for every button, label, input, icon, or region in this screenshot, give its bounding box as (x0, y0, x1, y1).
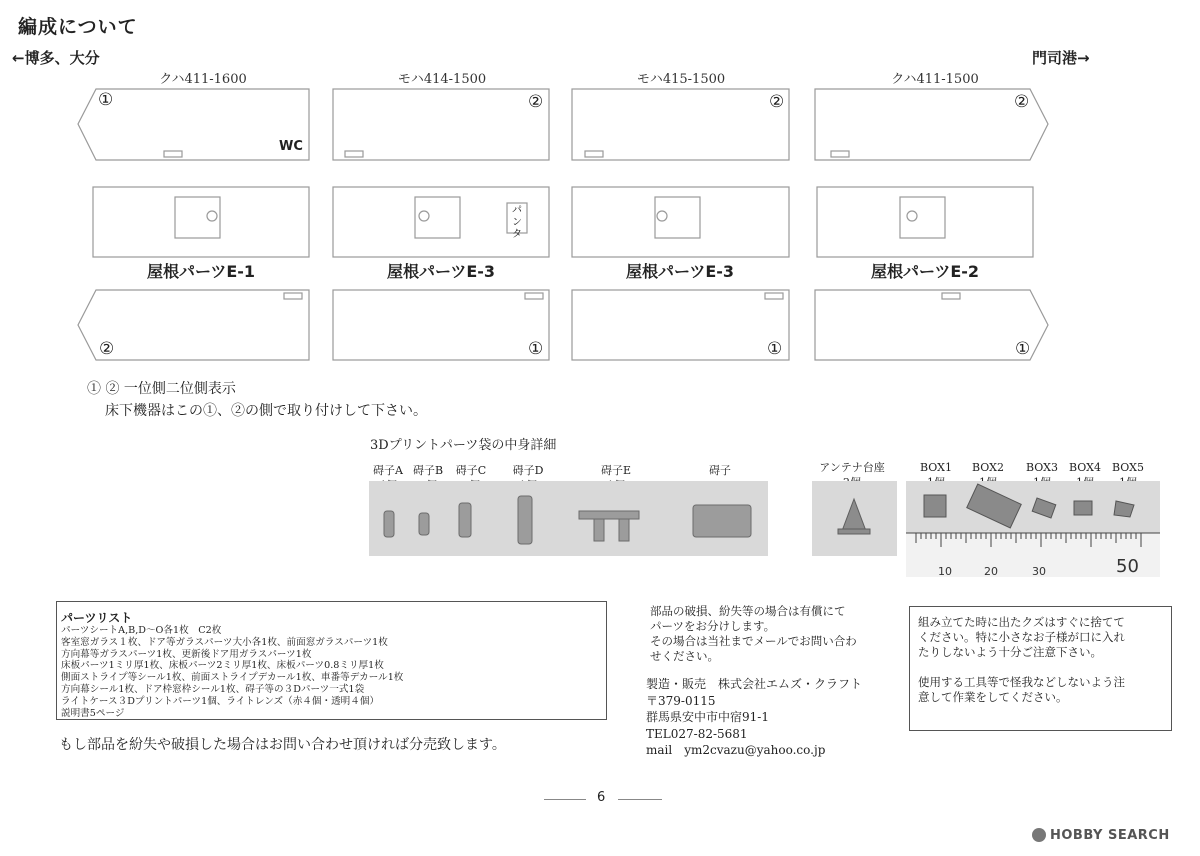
parts-list-line: ライトケース３Dプリントパーツ1個、ライトレンズ（赤４個・透明４個） (61, 695, 380, 707)
box5-label: BOX5 (1112, 461, 1144, 474)
car-2-side-top (333, 89, 549, 160)
ruler-label-20: 20 (984, 565, 998, 578)
hobby-search-watermark: HOBBY SEARCH (1050, 828, 1170, 843)
direction-left: ←博多、大分 (12, 49, 100, 67)
car-name-2: モハ414-1500 (397, 72, 487, 87)
maker-postal: 〒379-0115 (646, 693, 716, 708)
ruler-label-50: 50 (1116, 556, 1139, 577)
parts-list-line: 説明書5ページ (61, 707, 125, 719)
maker-company: 製造・販売 株式会社エムズ・クラフト (646, 677, 863, 691)
ruler-label-10: 10 (938, 565, 952, 578)
roof-part-1: 屋根パーツE-1 (146, 262, 256, 281)
parts-list-line: パーツシートA,B,D～O各1枚 C2枚 (61, 625, 222, 636)
parts-list-line: 方向幕等ガラスパーツ1枚、更新後ドア用ガラスパーツ1枚 (61, 648, 312, 660)
car-2-side-bottom (333, 290, 549, 360)
car-4-bottom-position: ① (1015, 339, 1031, 359)
panta-label: パンタ (512, 205, 522, 240)
car-3-side-top (572, 89, 789, 160)
car-name-4: クハ411-1500 (891, 72, 979, 87)
car-3-top-position: ② (769, 92, 785, 112)
part-label-e: 碍子E (600, 464, 632, 477)
part-label-c: 碍子C (455, 464, 487, 477)
parts-list-items (61, 625, 403, 719)
roof-part-4: 屋根パーツE-2 (870, 262, 980, 281)
caution-box (909, 606, 1172, 731)
print-parts-photo (369, 481, 768, 556)
part-label-a: 碍子A (373, 464, 403, 477)
parts-list-line: 床板パーツ1ミリ厚1枚、床板パーツ2ミリ厚1枚、床板パーツ0.8ミリ厚1枚 (61, 660, 384, 672)
maker-tel: TEL027-82-5681 (646, 726, 748, 741)
car-3-side-bottom (572, 290, 789, 360)
position-note-line1: ① ② 一位側二位側表示 (87, 381, 236, 397)
car-1-top-position: ① (98, 90, 114, 110)
wc-label: WC (279, 139, 303, 154)
antenna-label: アンテナ台座 (819, 461, 885, 474)
formation-diagram (0, 0, 1200, 380)
part-label-af: 碍子 (709, 464, 731, 477)
parts-list-title: パーツリスト (61, 611, 133, 625)
print-parts-image (369, 481, 768, 556)
page-number: 6 (597, 790, 606, 805)
roof-part-3: 屋根パーツE-3 (625, 262, 735, 281)
maker-mail: mail ym2cvazu@yahoo.co.jp (646, 743, 826, 757)
car-1-bottom-position: ② (99, 339, 115, 359)
car-4-side-bottom (815, 290, 1048, 360)
roof-part-2: 屋根パーツE-3 (386, 262, 496, 281)
parts-list-line: 側面ストライプ等シール1枚、前面ストライプデカール1枚、車番等デカール1枚 (61, 672, 404, 684)
print-parts-title: 3Dプリントパーツ袋の中身詳細 (370, 438, 557, 453)
parts-list-line: 客室窓ガラス１枚、ドア等ガラスパーツ大小各1枚、前面窓ガラスパーツ1枚 (61, 636, 388, 648)
part-label-d: 碍子D (512, 464, 544, 477)
antenna-image (812, 481, 897, 556)
page-title: 編成について (18, 16, 138, 38)
position-note-line2: 床下機器はこの①、②の側で取り付けして下さい。 (105, 403, 427, 419)
ruler-label-30: 30 (1032, 565, 1046, 578)
caution-text: 組み立てた時に出たクズはすぐに捨てて ください。特に小さなお子様が口に入れ たりしないよう十分ご注意下さい。 使用する工具等で怪我などしないよう注 意して作業をしてください。 (918, 615, 1125, 704)
car-name-1: クハ411-1600 (159, 72, 247, 87)
maker-info (646, 676, 862, 759)
part-label-b: 碍子B (412, 464, 444, 477)
car-name-3: モハ415-1500 (636, 72, 726, 87)
direction-right: 門司港→ (1032, 49, 1090, 67)
parts-list-line: 方向幕シール1枚、ドア枠窓枠シール1枚、碍子等の３Dパーツ一式1袋 (61, 683, 365, 695)
box4-label: BOX4 (1069, 461, 1101, 474)
antenna-photo (812, 481, 897, 556)
box3-label: BOX3 (1026, 461, 1058, 474)
car-2-bottom-position: ① (528, 339, 544, 359)
car-3-bottom-position: ① (767, 339, 783, 359)
maker-address: 群馬県安中市中宿91-1 (646, 710, 769, 724)
damage-note: 部品の破損、紛失等の場合は有償にて パーツをお分けします。 その場合は当社までメールでお問い合わ せください。 (650, 604, 857, 663)
car-4-top-position: ② (1014, 92, 1030, 112)
parts-list-box (56, 601, 607, 720)
hobby-search-logo-icon (1032, 828, 1046, 842)
box1-label: BOX1 (920, 461, 952, 474)
page-number-rule-right (618, 799, 662, 800)
box2-label: BOX2 (972, 461, 1004, 474)
page-number-rule-left (544, 799, 586, 800)
lost-parts-note: もし部品を紛失や破損した場合はお問い合わせ頂ければ分売致します。 (59, 737, 506, 753)
car-2-top-position: ② (528, 92, 544, 112)
